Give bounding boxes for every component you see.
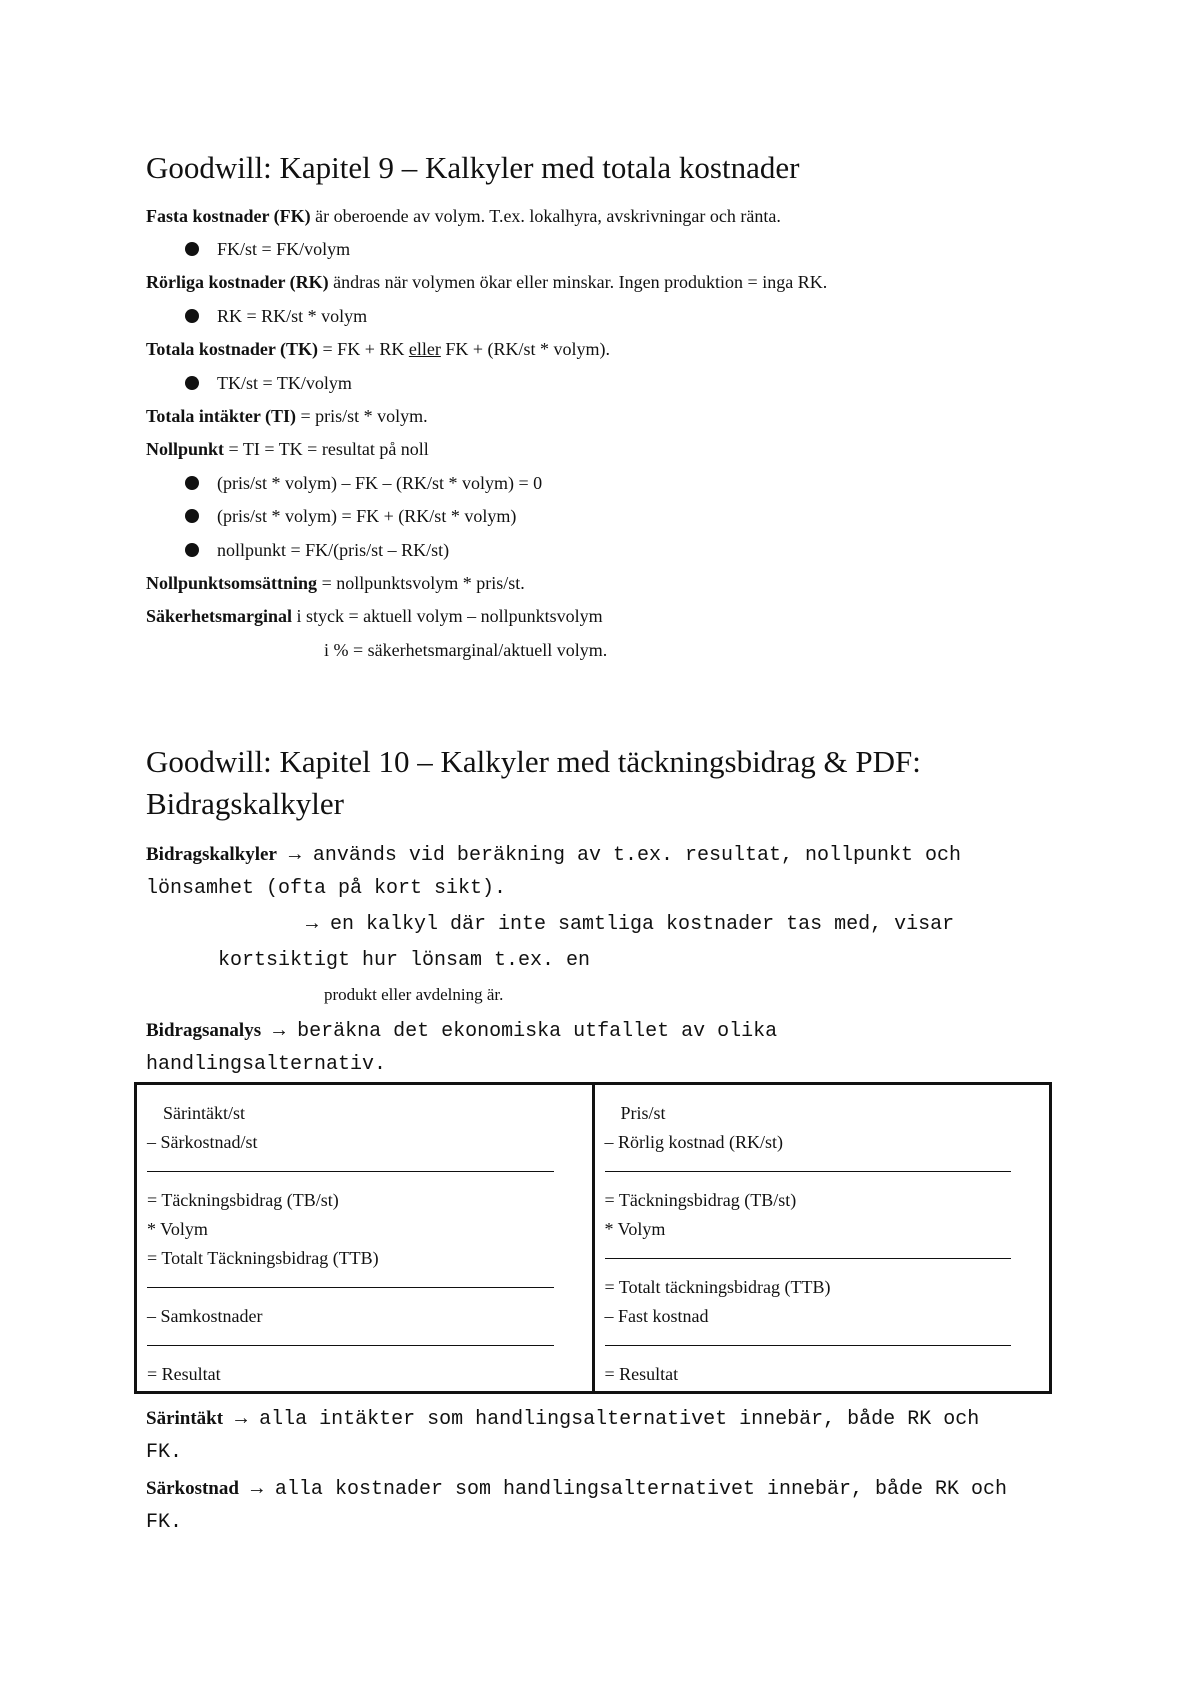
bk-text-2: lönsamhet (ofta på kort sikt). bbox=[146, 877, 507, 900]
table-row: * Volym bbox=[147, 1219, 208, 1239]
bk-text-5: produkt eller avdelning är. bbox=[324, 985, 504, 1004]
table-row: = Totalt täckningsbidrag (TTB) bbox=[604, 1277, 831, 1297]
np-bullet-text: nollpunkt = FK/(pris/st – RK/st) bbox=[217, 540, 450, 560]
rk-definition bbox=[146, 270, 827, 294]
table-row: * Volym bbox=[604, 1219, 666, 1239]
sk-term: Särkostnad bbox=[146, 1478, 239, 1499]
rk-bullet bbox=[185, 304, 367, 328]
fk-definition bbox=[146, 204, 781, 228]
sm-term: Säkerhetsmarginal bbox=[146, 606, 292, 626]
tk-term: Totala kostnader (TK) bbox=[146, 339, 319, 359]
section2-title-line1: Goodwill: Kapitel 10 – Kalkyler med täckningsbidrag & PDF: bbox=[146, 744, 921, 779]
sm-text: i styck = aktuell volym – nollpunktsvolym bbox=[292, 606, 603, 626]
fk-text: är oberoende av volym. T.ex. lokalhyra, avskrivningar och ränta. bbox=[310, 206, 781, 226]
rk-term: Rörliga kostnader (RK) bbox=[146, 272, 329, 292]
table-row: – Särkostnad/st bbox=[147, 1132, 258, 1152]
fk-bullet bbox=[185, 237, 350, 261]
table-divider bbox=[605, 1157, 1040, 1186]
table-row: = Täckningsbidrag (TB/st) bbox=[147, 1190, 339, 1210]
table-left-column bbox=[137, 1085, 592, 1391]
np-bullet-2 bbox=[185, 504, 516, 528]
tk-text-or: eller bbox=[408, 339, 441, 359]
table-divider bbox=[147, 1331, 582, 1360]
bk-term: Bidragskalkyler bbox=[146, 844, 277, 865]
calculation-table bbox=[134, 1082, 1052, 1394]
fk-bullet-text: FK/st = FK/volym bbox=[217, 239, 351, 259]
table-row: = Resultat bbox=[604, 1364, 679, 1384]
sk-text-2: FK. bbox=[146, 1511, 183, 1534]
si-definition bbox=[146, 1402, 979, 1437]
npo-text: = nollpunktsvolym * pris/st. bbox=[317, 573, 525, 593]
tk-text-b: FK + (RK/st * volym). bbox=[440, 339, 611, 359]
ba-text-1: → beräkna det ekonomiska utfallet av olika bbox=[261, 1020, 778, 1043]
bk-text-3: → en kalkyl där inte samtliga kostnader tas med, visar bbox=[306, 913, 955, 936]
bullet-icon bbox=[185, 309, 199, 323]
np-bullet-1 bbox=[185, 471, 542, 495]
bk-definition bbox=[146, 838, 961, 873]
table-row: = Täckningsbidrag (TB/st) bbox=[604, 1190, 797, 1210]
np-definition bbox=[146, 437, 429, 461]
tk-bullet-text: TK/st = TK/volym bbox=[217, 373, 352, 393]
table-row: = Resultat bbox=[147, 1364, 221, 1384]
tk-definition bbox=[146, 337, 610, 361]
bullet-icon bbox=[185, 242, 199, 256]
np-text: = TI = TK = resultat på noll bbox=[224, 439, 429, 459]
table-row: – Rörlig kostnad (RK/st) bbox=[604, 1132, 783, 1152]
table-row: – Samkostnader bbox=[147, 1306, 263, 1326]
sm-definition-percent: i % = säkerhetsmarginal/aktuell volym. bbox=[324, 640, 608, 660]
np-bullet-text: (pris/st * volym) – FK – (RK/st * volym) = 0 bbox=[217, 473, 543, 493]
table-row: = Totalt Täckningsbidrag (TTB) bbox=[147, 1248, 379, 1268]
table-right-column bbox=[592, 1085, 1050, 1391]
bullet-icon bbox=[185, 376, 199, 390]
bullet-icon bbox=[185, 509, 199, 523]
sk-text-1: → alla kostnader som handlingsalternativet innebär, både RK och bbox=[238, 1478, 1008, 1501]
section2-title-line2: Bidragskalkyler bbox=[146, 786, 345, 821]
section1-title: Goodwill: Kapitel 9 – Kalkyler med totala kostnader bbox=[146, 150, 800, 185]
bullet-icon bbox=[185, 543, 199, 557]
tk-text-a: = FK + RK bbox=[318, 339, 409, 359]
ti-definition bbox=[146, 404, 428, 428]
np-bullet-text: (pris/st * volym) = FK + (RK/st * volym) bbox=[217, 506, 517, 526]
ba-definition bbox=[146, 1014, 777, 1049]
table-row: – Fast kostnad bbox=[604, 1306, 709, 1326]
ti-term: Totala intäkter (TI) bbox=[146, 406, 297, 426]
rk-bullet-text: RK = RK/st * volym bbox=[217, 306, 368, 326]
sm-definition bbox=[146, 604, 603, 628]
npo-definition bbox=[146, 571, 525, 595]
sk-definition bbox=[146, 1472, 1007, 1507]
tk-bullet bbox=[185, 371, 352, 395]
table-row: Särintäkt/st bbox=[163, 1103, 245, 1123]
table-divider bbox=[605, 1244, 1040, 1273]
ti-text: = pris/st * volym. bbox=[296, 406, 428, 426]
table-divider bbox=[147, 1273, 582, 1302]
bk-text-1: → används vid beräkning av t.ex. resultat, nollpunkt och bbox=[276, 844, 962, 867]
fk-term: Fasta kostnader (FK) bbox=[146, 206, 311, 226]
table-divider bbox=[147, 1157, 582, 1186]
ba-term: Bidragsanalys bbox=[146, 1020, 262, 1041]
np-bullet-3 bbox=[185, 538, 449, 562]
ba-text-2: handlingsalternativ. bbox=[146, 1053, 387, 1076]
bullet-icon bbox=[185, 476, 199, 490]
si-text-2: FK. bbox=[146, 1441, 183, 1464]
bk-text-4: kortsiktigt hur lönsam t.ex. en bbox=[218, 949, 591, 972]
table-row: Pris/st bbox=[620, 1103, 666, 1123]
np-term: Nollpunkt bbox=[146, 439, 225, 459]
si-term: Särintäkt bbox=[146, 1408, 224, 1429]
si-text-1: → alla intäkter som handlingsalternativet innebär, både RK och bbox=[223, 1408, 980, 1431]
npo-term: Nollpunktsomsättning bbox=[146, 573, 318, 593]
table-divider bbox=[605, 1331, 1040, 1360]
rk-text: ändras när volymen ökar eller minskar. Ingen produktion = inga RK. bbox=[328, 272, 828, 292]
